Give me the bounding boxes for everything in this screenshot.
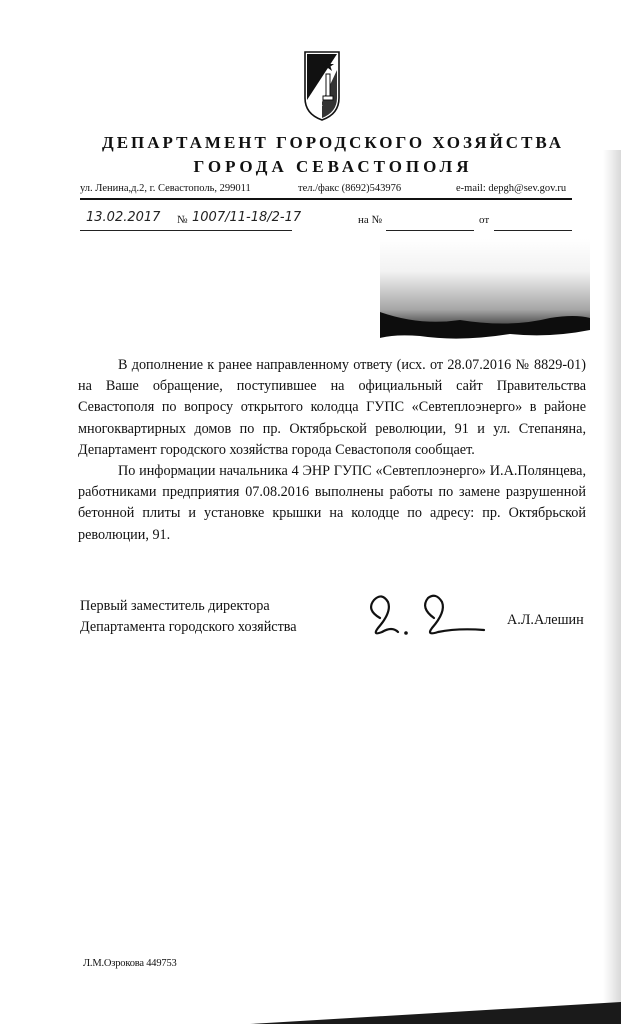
email-text: e-mail: depgh@sev.gov.ru [456,183,567,194]
signer-title [80,596,297,638]
handwritten-date: 13.02.2017 [86,210,161,225]
header-rule [80,198,572,200]
scan-shadow-right [603,150,621,1024]
signer-title-line1: Первый заместитель директора [80,598,270,614]
executor-contact: Л.М.Озрокова 449753 [83,958,177,969]
signer-title-line2: Департамента городского хозяйства [80,619,297,635]
department-name: ДЕПАРТАМЕНТ ГОРОДСКОГО ХОЗЯЙСТВА [102,133,564,152]
reference-row [80,208,572,234]
handwritten-signature [362,588,487,643]
incoming-number-label: на № [358,214,383,226]
phone-text: тел./факс (8692)543976 [298,183,402,194]
address-text: ул. Ленина,д.2, г. Севастополь, 299011 [80,183,251,194]
incoming-date-line [494,230,572,231]
incoming-date-label: от [479,214,490,226]
body-paragraph-1: В дополнение к ранее направленному ответу (исх. от 28.07.2016 № 8829-01) на Ваше обращение, поступившее на официальный сайт Правительства Севастополя по вопросу открытого колодца ГУПС «Севтеплоэнерго» в районе многоквартирных домов по пр. Октябрьской революции, 91 и ул. Степаняна, Департамент городского хозяйства города Севастополя сообщает. [78,357,586,458]
scan-shadow-bottom [250,994,621,1024]
reference-underline [80,230,292,231]
sevastopol-coat-of-arms-icon [302,50,342,122]
signer-name: А.Л.Алешин [507,612,584,628]
handwritten-number: 1007/11-18/2-17 [192,210,302,225]
number-label: № [177,214,188,226]
body-paragraph-2: По информации начальника 4 ЭНР ГУПС «Севтеплоэнерго» И.А.Полянцева, работниками предприятия 07.08.2016 выполнены работы по замене разрушенной бетонной плиты и установке крышки на колодце по адресу: пр. Октябрьской революции, 91. [78,463,586,543]
letter-body [78,355,586,546]
department-city: ГОРОДА СЕВАСТОПОЛЯ [193,157,473,176]
incoming-number-line [386,230,474,231]
redacted-addressee [380,238,590,342]
